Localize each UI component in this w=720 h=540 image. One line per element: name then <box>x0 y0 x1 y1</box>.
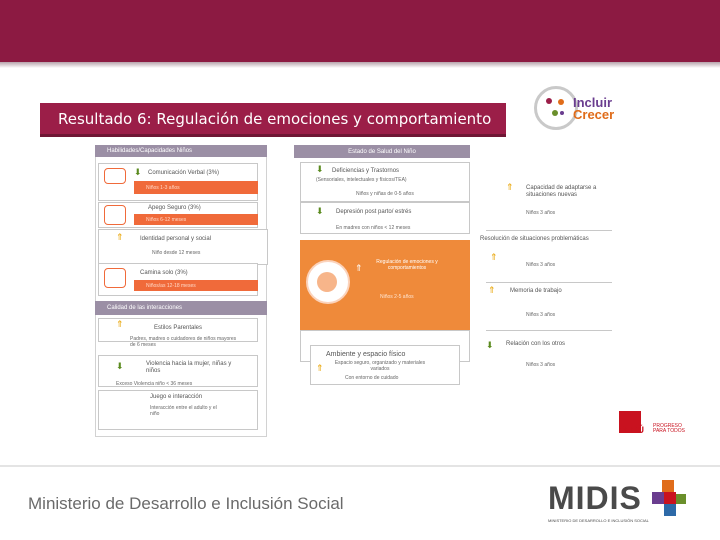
health-note: En madres con niños < 12 meses <box>336 225 411 231</box>
peru-label: PERÚ <box>619 425 645 435</box>
arrow-down-icon: ⬇ <box>116 361 124 371</box>
skill-label: Identidad personal y social <box>140 236 212 242</box>
right-divider <box>486 330 612 331</box>
env-label: Ambiente y espacio físico <box>326 351 406 358</box>
arrow-up-icon: ⇑ <box>490 252 498 262</box>
arrow-up-icon: ⇑ <box>488 285 496 295</box>
banner-shadow <box>0 62 720 68</box>
interaction-label: Estilos Parentales <box>154 325 203 331</box>
midis-tagline: MINISTERIO DE DESARROLLO E INCLUSIÓN SOCIAL <box>548 518 649 523</box>
child-walking-icon <box>104 268 126 288</box>
right-skill-age: Niños 3 años <box>526 312 556 318</box>
skill-age: Niño desde 12 meses <box>152 250 201 256</box>
arrow-up-icon: ⇑ <box>506 182 514 192</box>
footer-divider <box>0 465 720 467</box>
interactions-header: Calidad de las interacciones <box>95 301 267 315</box>
slide-title-bar <box>40 103 506 137</box>
skill-age: Niños/as 12-18 meses <box>134 280 258 291</box>
ministry-name: Ministerio de Desarrollo e Inclusión Social <box>28 494 344 513</box>
top-banner <box>0 0 720 62</box>
env-detail: Espacio seguro, organizado y materiales variados <box>334 360 426 372</box>
happy-face-icon <box>317 272 337 292</box>
interaction-label: Violencia hacia la mujer, niñas y niños <box>146 361 232 374</box>
arrow-up-icon: ⇑ <box>316 363 324 373</box>
right-skill-age: Niños 3 años <box>526 210 556 216</box>
skill-label: Apego Seguro (3%) <box>148 205 201 211</box>
arrow-up-icon: ⇑ <box>116 319 124 329</box>
arrow-up-icon: ⇑ <box>116 232 124 242</box>
right-skill-label: Resolución de situaciones problemáticas <box>480 236 589 242</box>
right-skill-label: Memoria de trabajo <box>510 288 562 294</box>
health-label: Deficiencias y Trastornos <box>332 168 400 174</box>
interaction-detail: Padres, madres o cuidadores de niños mayores de 6 meses <box>130 336 237 348</box>
health-detail: (Sensoriales, intelectuales y físicos/TEA) <box>316 177 407 183</box>
child-speaking-icon <box>104 168 126 184</box>
interaction-detail: Interacción entre el adulto y el niño <box>150 405 217 417</box>
arrow-down-icon: ⬇ <box>134 167 142 177</box>
slide-title: Resultado 6: Regulación de emociones y comportamiento <box>58 109 492 128</box>
skill-label: Comunicación Verbal (3%) <box>148 170 220 176</box>
midis-brand: MIDIS <box>548 480 642 516</box>
interaction-label: Juego e interacción <box>150 394 203 400</box>
skill-age: Niños 6-12 meses <box>134 214 258 225</box>
skill-label: Camina solo (3%) <box>140 270 188 276</box>
health-label: Depresión post parto/ estrés <box>336 209 412 215</box>
peru-tagline: PROGRESO PARA TODOS <box>653 423 685 434</box>
right-skill-age: Niños 3 años <box>526 262 556 268</box>
right-divider <box>486 230 612 231</box>
env-note: Con entorno de cuidado <box>345 375 399 381</box>
central-outcome-label: Regulación de emociones y comportamientos <box>376 259 438 271</box>
logo-line-2: Crecer <box>573 107 615 122</box>
right-skill-age: Niños 3 años <box>526 362 556 368</box>
skill-age: Niños 1-3 años <box>134 181 258 194</box>
midis-blocks-icon <box>652 480 692 520</box>
mother-child-icon <box>104 205 126 225</box>
people-circle-icon <box>540 93 570 123</box>
right-skill-label: Capacidad de adaptarse a situaciones nuevas <box>526 185 597 198</box>
logo-text <box>573 97 614 121</box>
logo-line-1: Incluir <box>573 95 613 110</box>
arrow-down-icon: ⬇ <box>316 206 324 216</box>
arrow-down-icon: ⬇ <box>486 340 494 350</box>
health-note: Niños y niñas de 0-5 años <box>356 191 414 197</box>
arrow-down-icon: ⬇ <box>316 164 324 174</box>
interaction-detail: Exceso Violencia niño < 36 meses <box>116 381 193 387</box>
arrow-up-icon: ⇑ <box>355 263 363 273</box>
center-header: Estado de Salud del Niño <box>294 145 470 158</box>
central-outcome-age: Niños 2-5 años <box>380 294 414 300</box>
right-divider <box>486 282 612 283</box>
right-skill-label: Relación con los otros <box>506 341 566 347</box>
left-header: Habilidades/Capacidades Niños <box>95 145 267 157</box>
